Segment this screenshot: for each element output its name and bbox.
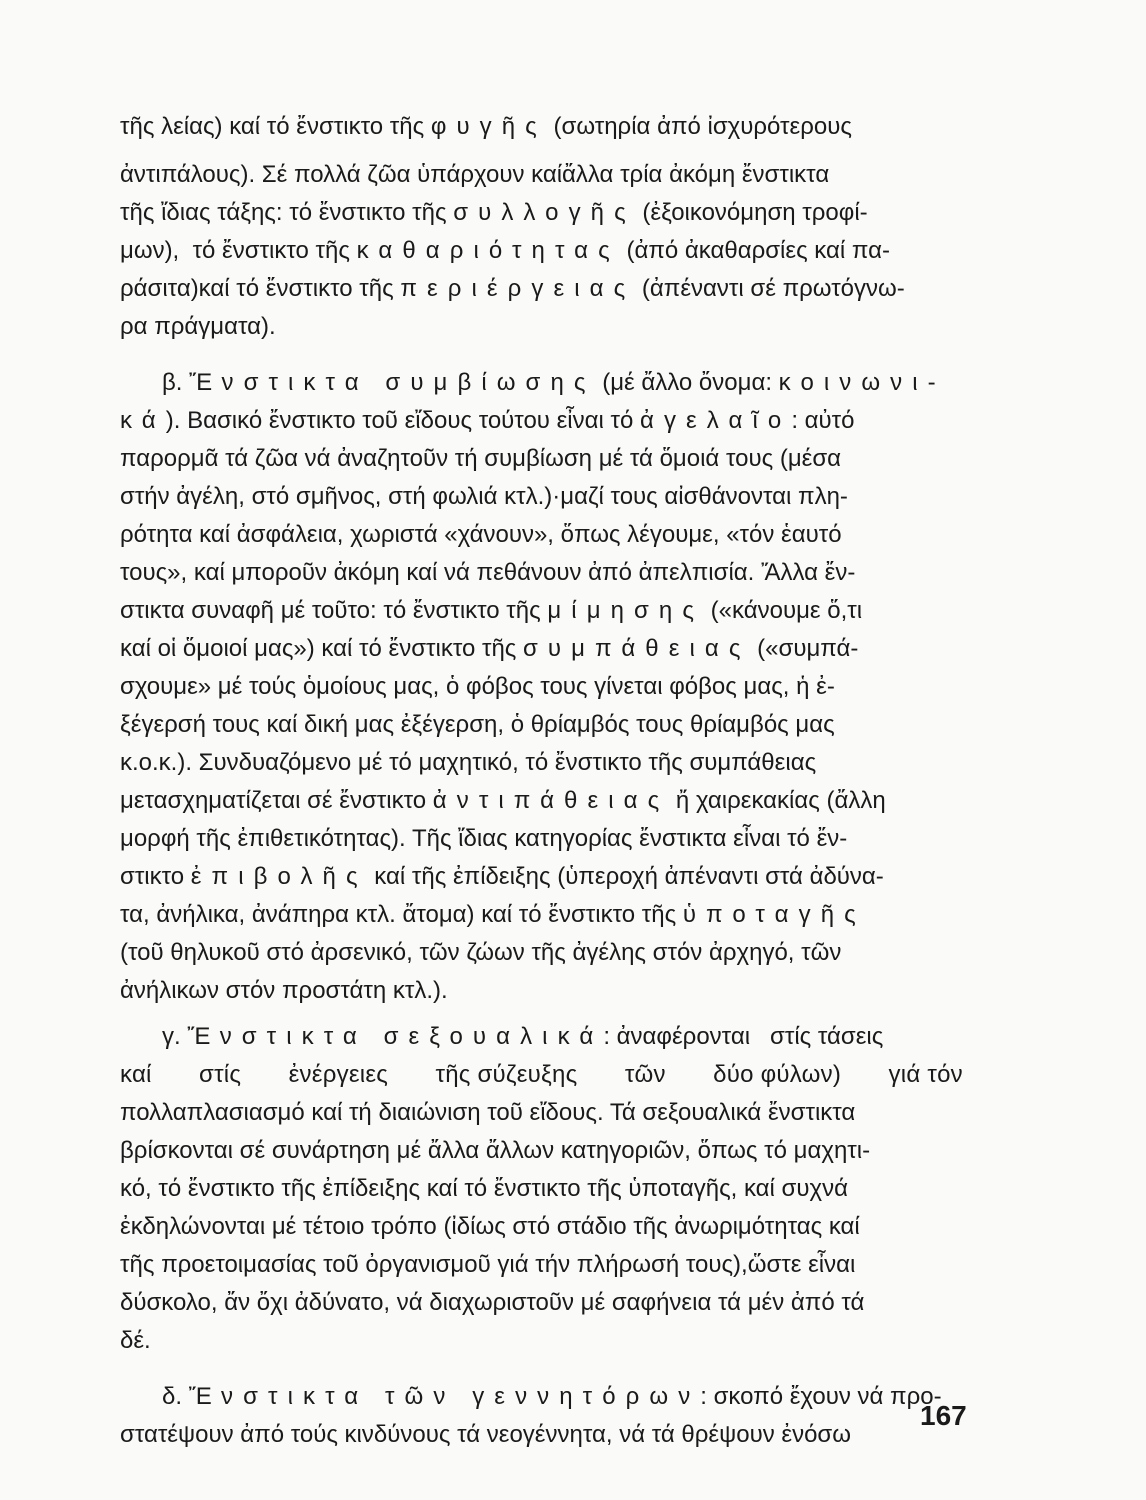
spaced-term: Ἔνστικτα τῶν γεννητόρων	[188, 1383, 701, 1410]
text-segment: καί οἱ ὅμοιοί μας») καί τό ἔνστικτο τῆς	[120, 635, 524, 662]
text-segment: μορφή τῆς ἐπιθετικότητας). Τῆς ἴδιας κατηγορίας ἔνστικτα εἶναι τό ἔν-	[120, 825, 848, 852]
text-line	[120, 746, 963, 780]
text-segment: : σκοπό ἔχουν νά προ-	[700, 1383, 942, 1410]
text-segment: ἐνέργειες	[288, 1061, 389, 1088]
text-segment: τῆς ἴδιας τάξης: τό ἔνστικτο τῆς	[120, 199, 454, 226]
text-segment: δ.	[162, 1383, 189, 1410]
text-line	[120, 708, 963, 742]
text-segment: ἀντιπάλους). Σέ πολλά ζῶα ὑπάρχουν καίἄλλα τρία ἀκόμη ἔνστικτα	[120, 161, 830, 188]
text-line	[120, 974, 963, 1008]
text-segment: βρίσκονται σέ συνάρτηση μέ ἄλλα ἄλλων κατηγοριῶν, ὅπως τό μαχητι-	[120, 1137, 871, 1164]
text-segment: (ἀπό ἀκαθαρσίες καί πα-	[619, 237, 890, 264]
text-segment: τα, ἀνήλικα, ἀνάπηρα κτλ. ἄτομα) καί τό ἔνστικτο τῆς	[120, 901, 683, 928]
text-segment: β.	[162, 369, 190, 396]
text-segment: («συμπά-	[750, 635, 859, 662]
text-line	[120, 1172, 963, 1206]
text-segment: παρορμᾶ τά ζῶα νά ἀναζητοῦν τή συμβίωση μέ τά ὅμοιά τους (μέσα	[120, 445, 842, 472]
text-segment: δέ.	[120, 1327, 151, 1354]
spaced-term: Ἔνστικτα συμβίωσης	[189, 369, 596, 396]
text-line	[120, 272, 963, 306]
text-segment: στικτα συναφῆ μέ τοῦτο: τό ἔνστικτο τῆς	[120, 597, 548, 624]
text-line	[120, 1020, 1005, 1054]
text-line	[120, 1096, 963, 1130]
text-segment: δύσκολο, ἄν ὄχι ἀδύνατο, νά διαχωριστοῦν μέ σαφήνεια τά μέν ἀπό τά	[120, 1289, 865, 1316]
spaced-term: περιέργειας	[400, 275, 636, 302]
text-line	[120, 1418, 963, 1452]
text-line	[120, 366, 1005, 400]
spaced-term: κοινωνι-	[778, 369, 946, 396]
text-segment: σχουμε» μέ τούς ὁμοίους μας, ὁ φόβος τους γίνεται φόβος μας, ἡ ἐ-	[120, 673, 835, 700]
text-segment: τῆς προετοιμασίας τοῦ ὀργανισμοῦ γιά τήν πλήρωσή τους),ὥστε εἶναι	[120, 1251, 856, 1278]
text-segment: μων), τό ἔνστικτο τῆς	[120, 237, 357, 264]
text-segment: στίς	[199, 1061, 242, 1088]
spaced-term: καθαριότητας	[356, 237, 620, 264]
spaced-term: ἀγελαῖο	[639, 407, 792, 434]
spaced-term: Ἔνστικτα σεξουαλικά	[187, 1023, 604, 1050]
text-segment: (μέ ἄλλο ὄνομα:	[595, 369, 779, 396]
text-segment: δύο φύλων)	[713, 1061, 842, 1088]
spaced-term: φυγῆς	[430, 113, 547, 140]
text-line	[120, 556, 963, 590]
text-segment: πολλαπλασιασμό καί τή διαιώνιση τοῦ εἴδους. Τά σεξουαλικά ἔνστικτα	[120, 1099, 856, 1126]
text-line	[120, 1286, 963, 1320]
text-line	[120, 594, 963, 628]
text-line	[120, 234, 963, 268]
text-line	[120, 936, 963, 970]
text-segment: κό, τό ἔνστικτο τῆς ἐπίδειξης καί τό ἔνστικτο τῆς ὑποταγῆς, καί συχνά	[120, 1175, 848, 1202]
text-segment: (ἐξοικονόμηση τροφί-	[635, 199, 868, 226]
text-segment: μετασχηματίζεται σέ ἔνστικτο	[120, 787, 433, 814]
text-line	[120, 860, 963, 894]
text-segment: στικτο	[120, 863, 191, 890]
text-line	[120, 196, 963, 230]
text-line	[120, 822, 963, 856]
spaced-term: κά	[120, 407, 166, 434]
text-line	[120, 1380, 1005, 1414]
spaced-term: συλλογῆς	[453, 199, 636, 226]
text-segment: (σωτηρία ἀπό ἰσχυρότερους	[546, 113, 852, 140]
text-line	[120, 442, 963, 476]
text-segment: : αὐτό	[791, 407, 855, 434]
text-segment: (τοῦ θηλυκοῦ στό ἀρσενικό, τῶν ζώων τῆς ἀγέλης στόν ἀρχηγό, τῶν	[120, 939, 842, 966]
text-segment: («κάνουμε ὅ,τι	[704, 597, 863, 624]
spaced-term: συμπάθειας	[523, 635, 751, 662]
spaced-term: ἐπιβολῆς	[190, 863, 368, 890]
spaced-term: μίμησης	[547, 597, 704, 624]
text-segment: ξέγερσή τους καί δική μας ἐξέγερση, ὁ θρίαμβός τους θρίαμβός μας	[120, 711, 835, 738]
text-line	[120, 1248, 963, 1282]
text-segment: γ.	[162, 1023, 188, 1050]
text-segment: τῆς σύζευξης	[435, 1061, 578, 1088]
text-segment: τῆς λείας) καί τό ἔνστικτο τῆς	[120, 113, 431, 140]
text-line	[120, 632, 963, 666]
text-segment: ράσιτα)καί τό ἔνστικτο τῆς	[120, 275, 401, 302]
text-line	[120, 1058, 963, 1092]
text-segment: ἤ χαιρεκακίας (ἄλλη	[669, 787, 886, 814]
text-segment: καί	[120, 1061, 152, 1088]
text-segment: ἀνήλικων στόν προστάτη κτλ.).	[120, 977, 448, 1004]
text-line	[120, 1210, 963, 1244]
text-line	[120, 898, 963, 932]
text-segment: ρότητα καί ἀσφάλεια, χωριστά «χάνουν», ὅπως λέγουμε, «τόν ἑαυτό	[120, 521, 842, 548]
page-number: 167	[920, 1400, 967, 1431]
text-line	[120, 784, 963, 818]
spaced-term: ἀντιπάθειας	[432, 787, 670, 814]
text-segment: γιά τόν	[888, 1061, 963, 1088]
text-segment: ἐκδηλώνονται μέ τέτοιο τρόπο (ἰδίως στό στάδιο τῆς ἀνωριμότητας καί	[120, 1213, 860, 1240]
text-line	[120, 670, 963, 704]
text-line	[120, 110, 963, 144]
text-segment: καί τῆς ἐπίδειξης (ὑπεροχή ἀπέναντι στά ἀδύνα-	[367, 863, 884, 890]
text-line	[120, 1324, 963, 1358]
text-line	[120, 1134, 963, 1168]
text-line	[120, 310, 963, 344]
text-segment: ρα πράγματα).	[120, 313, 276, 340]
spaced-term: ὑποταγῆς	[682, 901, 866, 928]
text-line	[120, 404, 963, 438]
text-segment: τῶν	[624, 1061, 666, 1088]
text-line	[120, 518, 963, 552]
text-segment: ). Βασικό ἔνστικτο τοῦ εἴδους τούτου εἶναι τό	[165, 407, 640, 434]
text-segment: κ.ο.κ.). Συνδυαζόμενο μέ τό μαχητικό, τό ἔνστικτο τῆς συμπάθειας	[120, 749, 817, 776]
text-segment: στατέψουν ἀπό τούς κινδύνους τά νεογέννητα, νά τά θρέψουν ἐνόσω	[120, 1421, 851, 1448]
text-segment: : ἀναφέρονται στίς τάσεις	[603, 1023, 884, 1050]
text-segment: στήν ἀγέλη, στό σμῆνος, στή φωλιά κτλ.)·μαζί τους αἰσθάνονται πλη-	[120, 483, 848, 510]
text-line	[120, 480, 963, 514]
text-segment: (ἀπέναντι σέ πρωτόγνω-	[635, 275, 905, 302]
text-line	[120, 158, 963, 192]
text-segment: τους», καί μποροῦν ἀκόμη καί νά πεθάνουν ἀπό ἀπελπισία. Ἄλλα ἔν-	[120, 559, 856, 586]
